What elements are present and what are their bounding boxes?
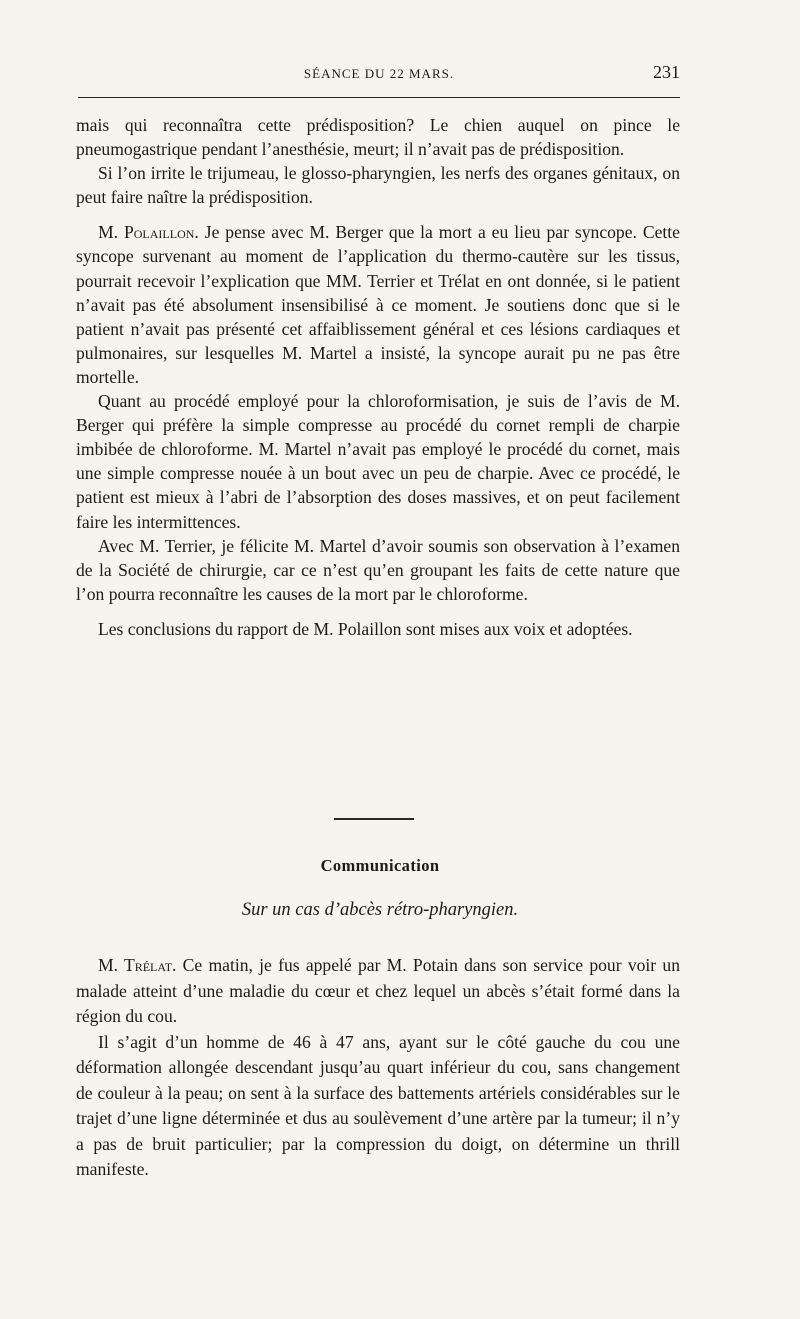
section-subtitle: Sur un cas d’abcès rétro-pharyngien. (241, 900, 519, 920)
body-text-upper (76, 113, 680, 641)
section-divider (334, 818, 414, 820)
section-heading: Communication (320, 856, 440, 875)
trelat-text: Ce matin, je fus appelé par M. Potain dans son service pour voir un malade atteint d’une maladie du cœur et chez lequel un abcès s’était formé dans la région du cou. (76, 955, 680, 1026)
paragraph-conclusions: Les conclusions du rapport de M. Polaillon sont mises aux voix et adoptées. (98, 618, 633, 639)
running-title: SÉANCE DU 22 MARS. (303, 66, 455, 81)
page-number: 231 (653, 62, 680, 82)
paragraph-continuation: mais qui reconnaîtra cette prédisposition? Le chien auquel on pince le pneumogastrique pendant l’anesthésie, meurt; il n’avait pas de prédisposition. (76, 115, 680, 160)
paragraph-terrier: Avec M. Terrier, je félicite M. Martel d’avoir soumis son observation à l’examen de la Société de chirurgie, car ce n’est qu’en groupant les faits de cette nature que l’on pourra reconnaître les causes de la mort par le chloroforme. (76, 535, 680, 604)
paragraph-polaillon (76, 220, 680, 389)
paragraph-chloroformisation: Quant au procédé employé pour la chloroformisation, je suis de l’avis de M. Berger qui préfère la simple compresse au procédé du cornet rempli de charpie imbibée de chloroforme. M. Martel n’avait pas employé le procédé du cornet, mais une simple compresse nouée à un bout avec un peu de charpie. Avec ce procédé, le patient est mieux à l’abri de l’absorption des doses massives, et on peut facilement faire les intermittences. (76, 391, 680, 532)
body-text-lower (76, 953, 680, 1183)
polaillon-text: Je pense avec M. Berger que la mort a eu lieu par syncope. Cette syncope survenant au moment de l’application du thermo-cautère sur les tissus, pourrait recevoir l’explication que MM. Terrier et Trélat en ont donnée, si le patient n’avait pas été absolument insensibilisé à ce moment. Je soutiens donc que si le patient n’avait pas présenté cet affaiblissement général et ces lésions cardiaques et pulmonaires, sur lesquelles M. Martel a insisté, la syncope aurait pu ne pas être mortelle. (76, 222, 680, 387)
speaker-trelat: M. Trélat. (98, 955, 177, 975)
running-head (78, 62, 680, 88)
paragraph-trelat (76, 953, 680, 1030)
header-rule (78, 97, 680, 98)
paragraph-patient-description: Il s’agit d’un homme de 46 à 47 ans, ayant sur le côté gauche du cou une déformation allongée descendant jusqu’au quart inférieur du cou, sans changement de couleur à la peau; on sent à la surface des battements artériels considérables sur le trajet d’une ligne déterminée et dus au soulèvement d’une artère par la tumeur; il n’y a pas de bruit particulier; par la compression du doigt, on détermine un thrill manifeste. (76, 1031, 680, 1179)
paragraph-trijumeau: Si l’on irrite le trijumeau, le glosso-pharyngien, les nerfs des organes génitaux, on peut faire naître la prédisposition. (76, 163, 680, 208)
speaker-polaillon: M. Polaillon. (98, 222, 199, 243)
